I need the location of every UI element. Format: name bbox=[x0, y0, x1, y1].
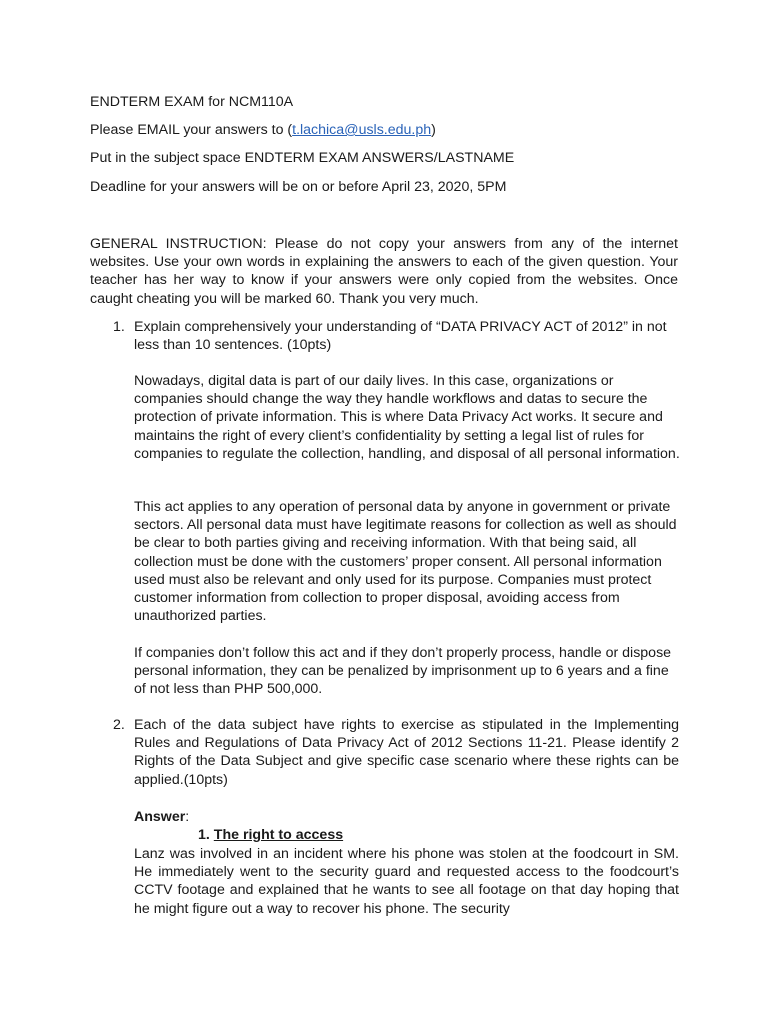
question-2-text: Each of the data subject have rights to exercise as stipulated in the Implementing Rules and Regulations of Data Privacy Act of 2012 Sections 11-21. Please identify 2 Rights of the Data Subject and give specific case scenario where these rights can be applied.(10pts) bbox=[134, 717, 679, 788]
scenario-text: Lanz was involved in an incident where his phone was stolen at the foodcourt in SM. He immediately went to the security guard and requested access to the foodcourt’s CCTV footage and explained that he wants to see all footage on that day hoping that he might figure out a way to recover his phone. The security bbox=[134, 846, 679, 917]
email-link[interactable]: t.lachica@usls.edu.ph bbox=[292, 122, 432, 138]
question-1-answer-paragraph-2: This act applies to any operation of personal data by anyone in government or private sectors. All personal data must have legitimate reasons for collection as well as should be clear to both parties giving and receiving information. With that being said, all collection must be done with the customers’ proper consent. All personal information used must also be relevant and only used for its purpose. Companies must protect customer information from collection to proper disposal, avoiding access from unauthorized parties. bbox=[134, 499, 677, 625]
answer-label bbox=[134, 808, 189, 826]
question-1-answer-paragraph-1: Nowadays, digital data is part of our daily lives. In this case, organizations or companies should change the way they handle workflows and datas to secure the protection of private information. This is where Data Privacy Act works. It secure and maintains the right of every client’s confidentiality by setting a legal list of rules for companies to regulate the collection, handling, and disposal of all personal information. bbox=[134, 373, 680, 462]
answer-label-text: Answer bbox=[134, 809, 186, 825]
question-1-answer-paragraph-3: If companies don’t follow this act and if they don’t properly process, handle or dispose personal information, they can be penalized by imprisonment up to 6 years and a fine of not less than PHP 500,000. bbox=[134, 645, 672, 698]
email-instruction-suffix: ) bbox=[431, 122, 436, 138]
right-number: 1. bbox=[198, 827, 210, 843]
right-title: The right to access bbox=[213, 827, 344, 843]
answer-label-colon: : bbox=[185, 809, 190, 825]
question-2-number: 2. bbox=[113, 717, 125, 733]
email-instruction-prefix: Please EMAIL your answers to ( bbox=[90, 122, 293, 138]
deadline-text: Deadline for your answers will be on or before April 23, 2020, 5PM bbox=[90, 179, 507, 195]
email-instruction bbox=[90, 121, 436, 139]
exam-title: ENDTERM EXAM for NCM110A bbox=[90, 94, 294, 110]
subject-instruction: Put in the subject space ENDTERM EXAM ANSWERS/LASTNAME bbox=[90, 150, 515, 166]
question-1-text: Explain comprehensively your understanding of “DATA PRIVACY ACT of 2012” in not less than 10 sentences. (10pts) bbox=[134, 319, 667, 354]
right-heading bbox=[198, 826, 343, 844]
general-instruction: GENERAL INSTRUCTION: Please do not copy your answers from any of the internet websites. Use your own words in explaining the answers to each of the given question. Your teacher has her way to know if your answers were only copied from the websites. Once caught cheating you will be marked 60. Thank you very much. bbox=[90, 236, 678, 307]
question-1-number: 1. bbox=[113, 319, 125, 335]
